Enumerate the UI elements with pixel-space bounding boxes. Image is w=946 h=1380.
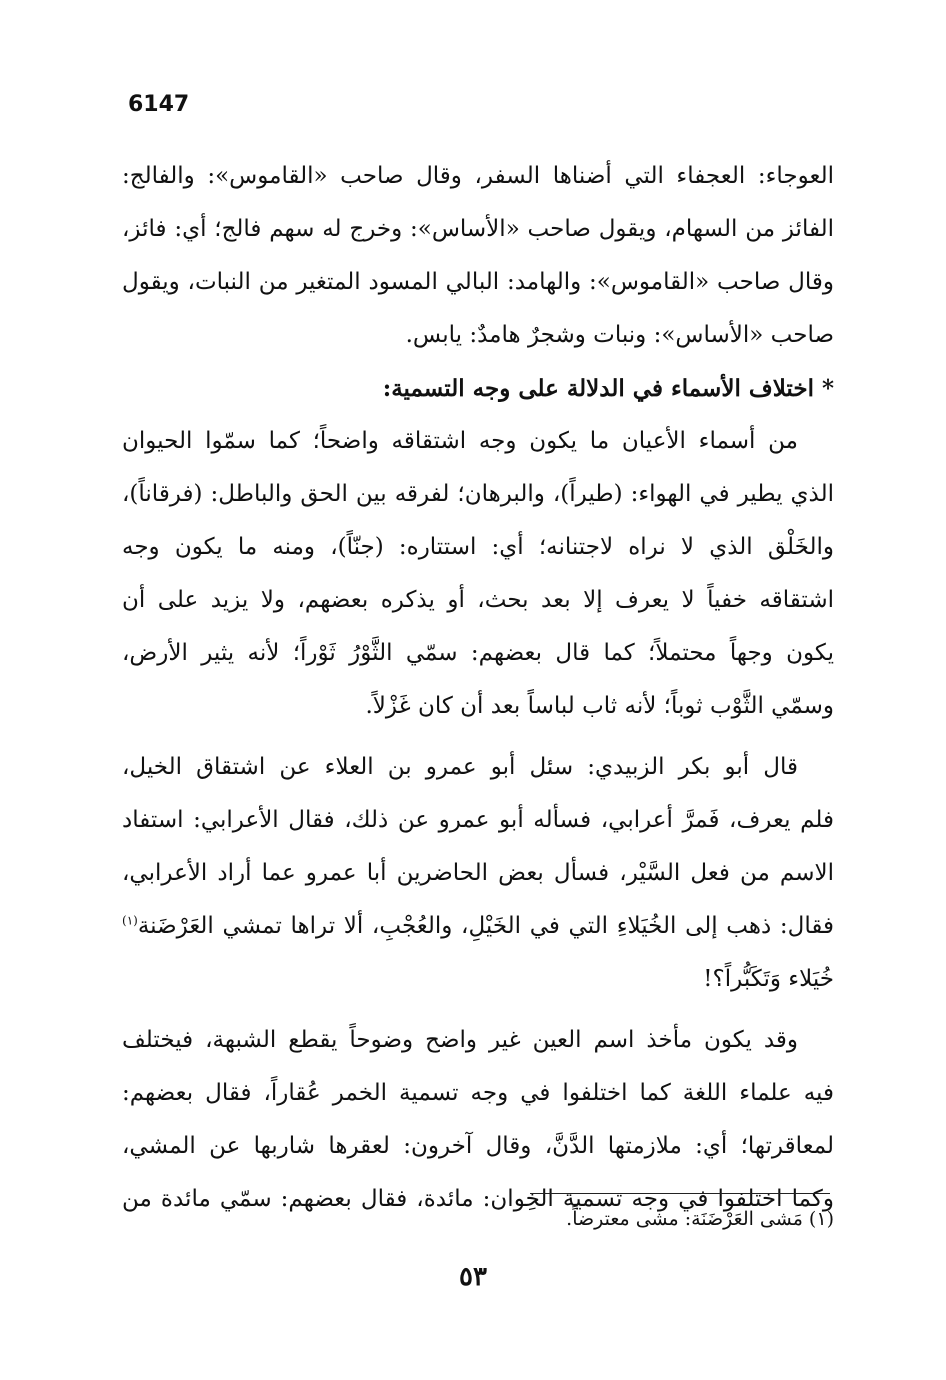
text-line: وقال صاحب «القاموس»: والهامد: البالي المسود المتغير من النبات، ويقول bbox=[122, 269, 834, 295]
footnote: (١) مَشى العَرْضَنَة: مشى معترضاً. bbox=[566, 1208, 834, 1230]
text-line: العوجاء: العجفاء التي أضناها السفر، وقال صاحب «القاموس»: والفالج: bbox=[122, 163, 834, 189]
text-line-with-footnote bbox=[122, 900, 834, 953]
text-line: وكما اختلفوا في وجه تسمية الخِوان: مائدة، فقال بعضهم: سمّي مائدة من bbox=[122, 1186, 834, 1212]
line-text: فقال: ذهب إلى الخُيَلاءِ التي في الخَيْلِ، والعُجْبِ، ألا تراها تمشي العَرْضَنة bbox=[137, 913, 834, 939]
text-line: من أسماء الأعيان ما يكون وجه اشتقاقه واضحاً؛ كما سمّوا الحيوان bbox=[122, 428, 798, 454]
section-heading: * اختلاف الأسماء في الدلالة على وجه التسمية: bbox=[382, 375, 834, 402]
text-line: فلم يعرف، فَمرَّ أعرابي، فسأله أبو عمرو عن ذلك، فقال الأعرابي: استفاد bbox=[122, 807, 834, 833]
text-line: وسمّي الثَّوْب ثوباً؛ لأنه ثاب لباساً بعد أن كان غَزْلاً. bbox=[365, 693, 834, 719]
main-text bbox=[122, 150, 834, 1226]
text-line: لمعاقرتها؛ أي: ملازمتها الدَّنَّ، وقال آخرون: لعقرها شاربها عن المشي، bbox=[122, 1133, 834, 1159]
text-line: وقد يكون مأخذ اسم العين غير واضح وضوحاً يقطع الشبهة، فيختلف bbox=[122, 1027, 798, 1053]
text-line: قال أبو بكر الزبيدي: سئل أبو عمرو بن العلاء عن اشتقاق الخيل، bbox=[122, 754, 798, 780]
text-line: اشتقاقه خفياً لا يعرف إلا بعد بحث، أو يذكره بعضهم، ولا يزيد على أن bbox=[122, 587, 834, 613]
text-line: خُيَلاء وَتَكَبُّراً؟! bbox=[703, 966, 834, 992]
text-line: صاحب «الأساس»: ونبات وشجرٌ هامدٌ: يابس. bbox=[405, 322, 834, 348]
text-line: يكون وجهاً محتملاً؛ كما قال بعضهم: سمّي الثَّوْرُ ثَوْراً؛ لأنه يثير الأرض، bbox=[122, 640, 834, 666]
footnote-divider bbox=[530, 1193, 830, 1194]
page-number: ٥٣ bbox=[459, 1262, 487, 1292]
text-line: الفائز من السهام، ويقول صاحب «الأساس»: وخرج له سهم فالج؛ أي: فائز، bbox=[122, 216, 834, 242]
text-line: فيه علماء اللغة كما اختلفوا في وجه تسمية الخمر عُقاراً، فقال بعضهم: bbox=[122, 1080, 834, 1106]
page-id: 6147 bbox=[128, 92, 190, 117]
text-line: والخَلْق الذي لا نراه لاجتنانه؛ أي: استتاره: (جنّاً)، ومنه ما يكون وجه bbox=[122, 534, 834, 560]
footnote-marker: (١) bbox=[122, 913, 138, 928]
text-line: الاسم من فعل السَّيْر، فسأل بعض الحاضرين أبا عمرو عما أراد الأعرابي، bbox=[122, 860, 834, 886]
text-line: الذي يطير في الهواء: (طيراً)، والبرهان؛ لفرقه بين الحق والباطل: (فرقاناً)، bbox=[122, 481, 834, 507]
